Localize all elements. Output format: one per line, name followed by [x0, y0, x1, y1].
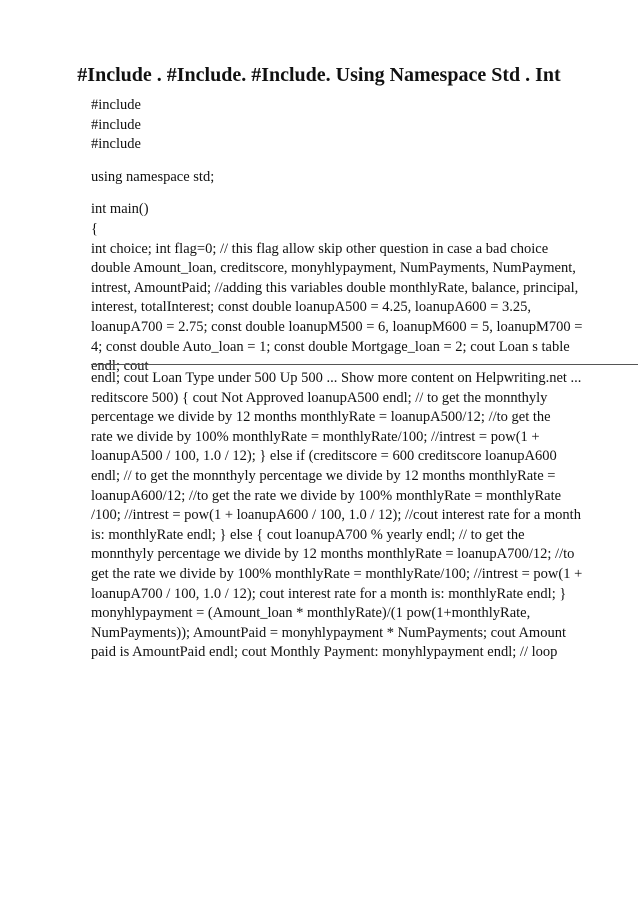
section-divider	[91, 364, 638, 365]
continuation-line: NumPayments)); AmountPaid = monyhlypayment * NumPayments; cout Amount	[91, 624, 566, 641]
continuation-line: paid is AmountPaid endl; cout Monthly Payment: monyhlypayment endl; // loop	[91, 644, 558, 661]
continuation-line: endl; cout Loan Type under 500 Up 500 ... Show more content on Helpwriting.net ...	[91, 370, 582, 386]
body-line: loanupA700 = 2.75; const double loanupM500 = 6, loanupM600 = 5, loanupM700 =	[91, 318, 583, 335]
body-line: endl; cout	[91, 358, 149, 375]
main-signature-line: int main()	[91, 201, 149, 218]
body-line: double Amount_loan, creditscore, monyhlypayment, NumPayments, NumPayment,	[91, 260, 576, 277]
continuation-line: loanupA700 / 100, 1.0 / 12); cout interest rate for a month is: monthlyRate endl; }	[91, 585, 567, 602]
open-brace-line: {	[91, 220, 98, 237]
continuation-line: percentage we divide by 12 months monthlyRate = loanupA500/12; //to get the	[91, 409, 551, 426]
include-line: #include	[91, 97, 141, 113]
continuation-line: is: monthlyRate endl; } else { cout loanupA700 % yearly endl; // to get the	[91, 526, 525, 543]
using-namespace-line: using namespace std;	[91, 168, 215, 185]
continuation-line: /100; //intrest = pow(1 + loanupA600 / 100, 1.0 / 12); //cout interest rate for a month	[91, 507, 581, 524]
body-line: 4; const double Auto_loan = 1; const double Mortgage_loan = 2; cout Loan s table	[91, 338, 570, 355]
continuation-line: loanupA600/12; //to get the rate we divide by 100% monthlyRate = monthlyRate	[91, 487, 562, 504]
document-title: #Include . #Include. #Include. Using Namespace Std . Int	[77, 64, 561, 86]
body-line: int choice; int flag=0; // this flag allow skip other question in case a bad choice	[91, 240, 549, 257]
body-line: intrest, AmountPaid; //adding this variables double monthlyRate, balance, principal,	[91, 279, 579, 296]
paragraph-gap	[91, 155, 621, 168]
body-line: interest, totalInterest; const double loanupA500 = 4.25, loanupA600 = 3.25,	[91, 299, 532, 316]
continuation-line: get the rate we divide by 100% monthlyRate = monthlyRate/100; //intrest = pow(1 +	[91, 565, 583, 582]
continuation-line: endl; // to get the monnthyly percentage we divide by 12 months monthlyRate =	[91, 467, 556, 484]
include-line: #include	[91, 136, 141, 153]
continuation-line: reditscore 500) { cout Not Approved loanupA500 endl; // to get the monnthyly	[91, 389, 548, 406]
continuation-line: rate we divide by 100% monthlyRate = monthlyRate/100; //intrest = pow(1 +	[91, 428, 540, 445]
paragraph-gap	[91, 187, 621, 200]
include-line: #include	[91, 116, 141, 133]
continuation-block	[91, 369, 621, 663]
continuation-line: monnthyly percentage we divide by 12 months monthlyRate = loanupA700/12; //to	[91, 546, 575, 563]
continuation-line: monyhlypayment = (Amount_loan * monthlyRate)/(1 pow(1+monthlyRate,	[91, 605, 531, 622]
continuation-line: loanupA500 / 100, 1.0 / 12); } else if (creditscore = 600 creditscore loanupA600	[91, 448, 557, 465]
code-block	[91, 96, 621, 377]
